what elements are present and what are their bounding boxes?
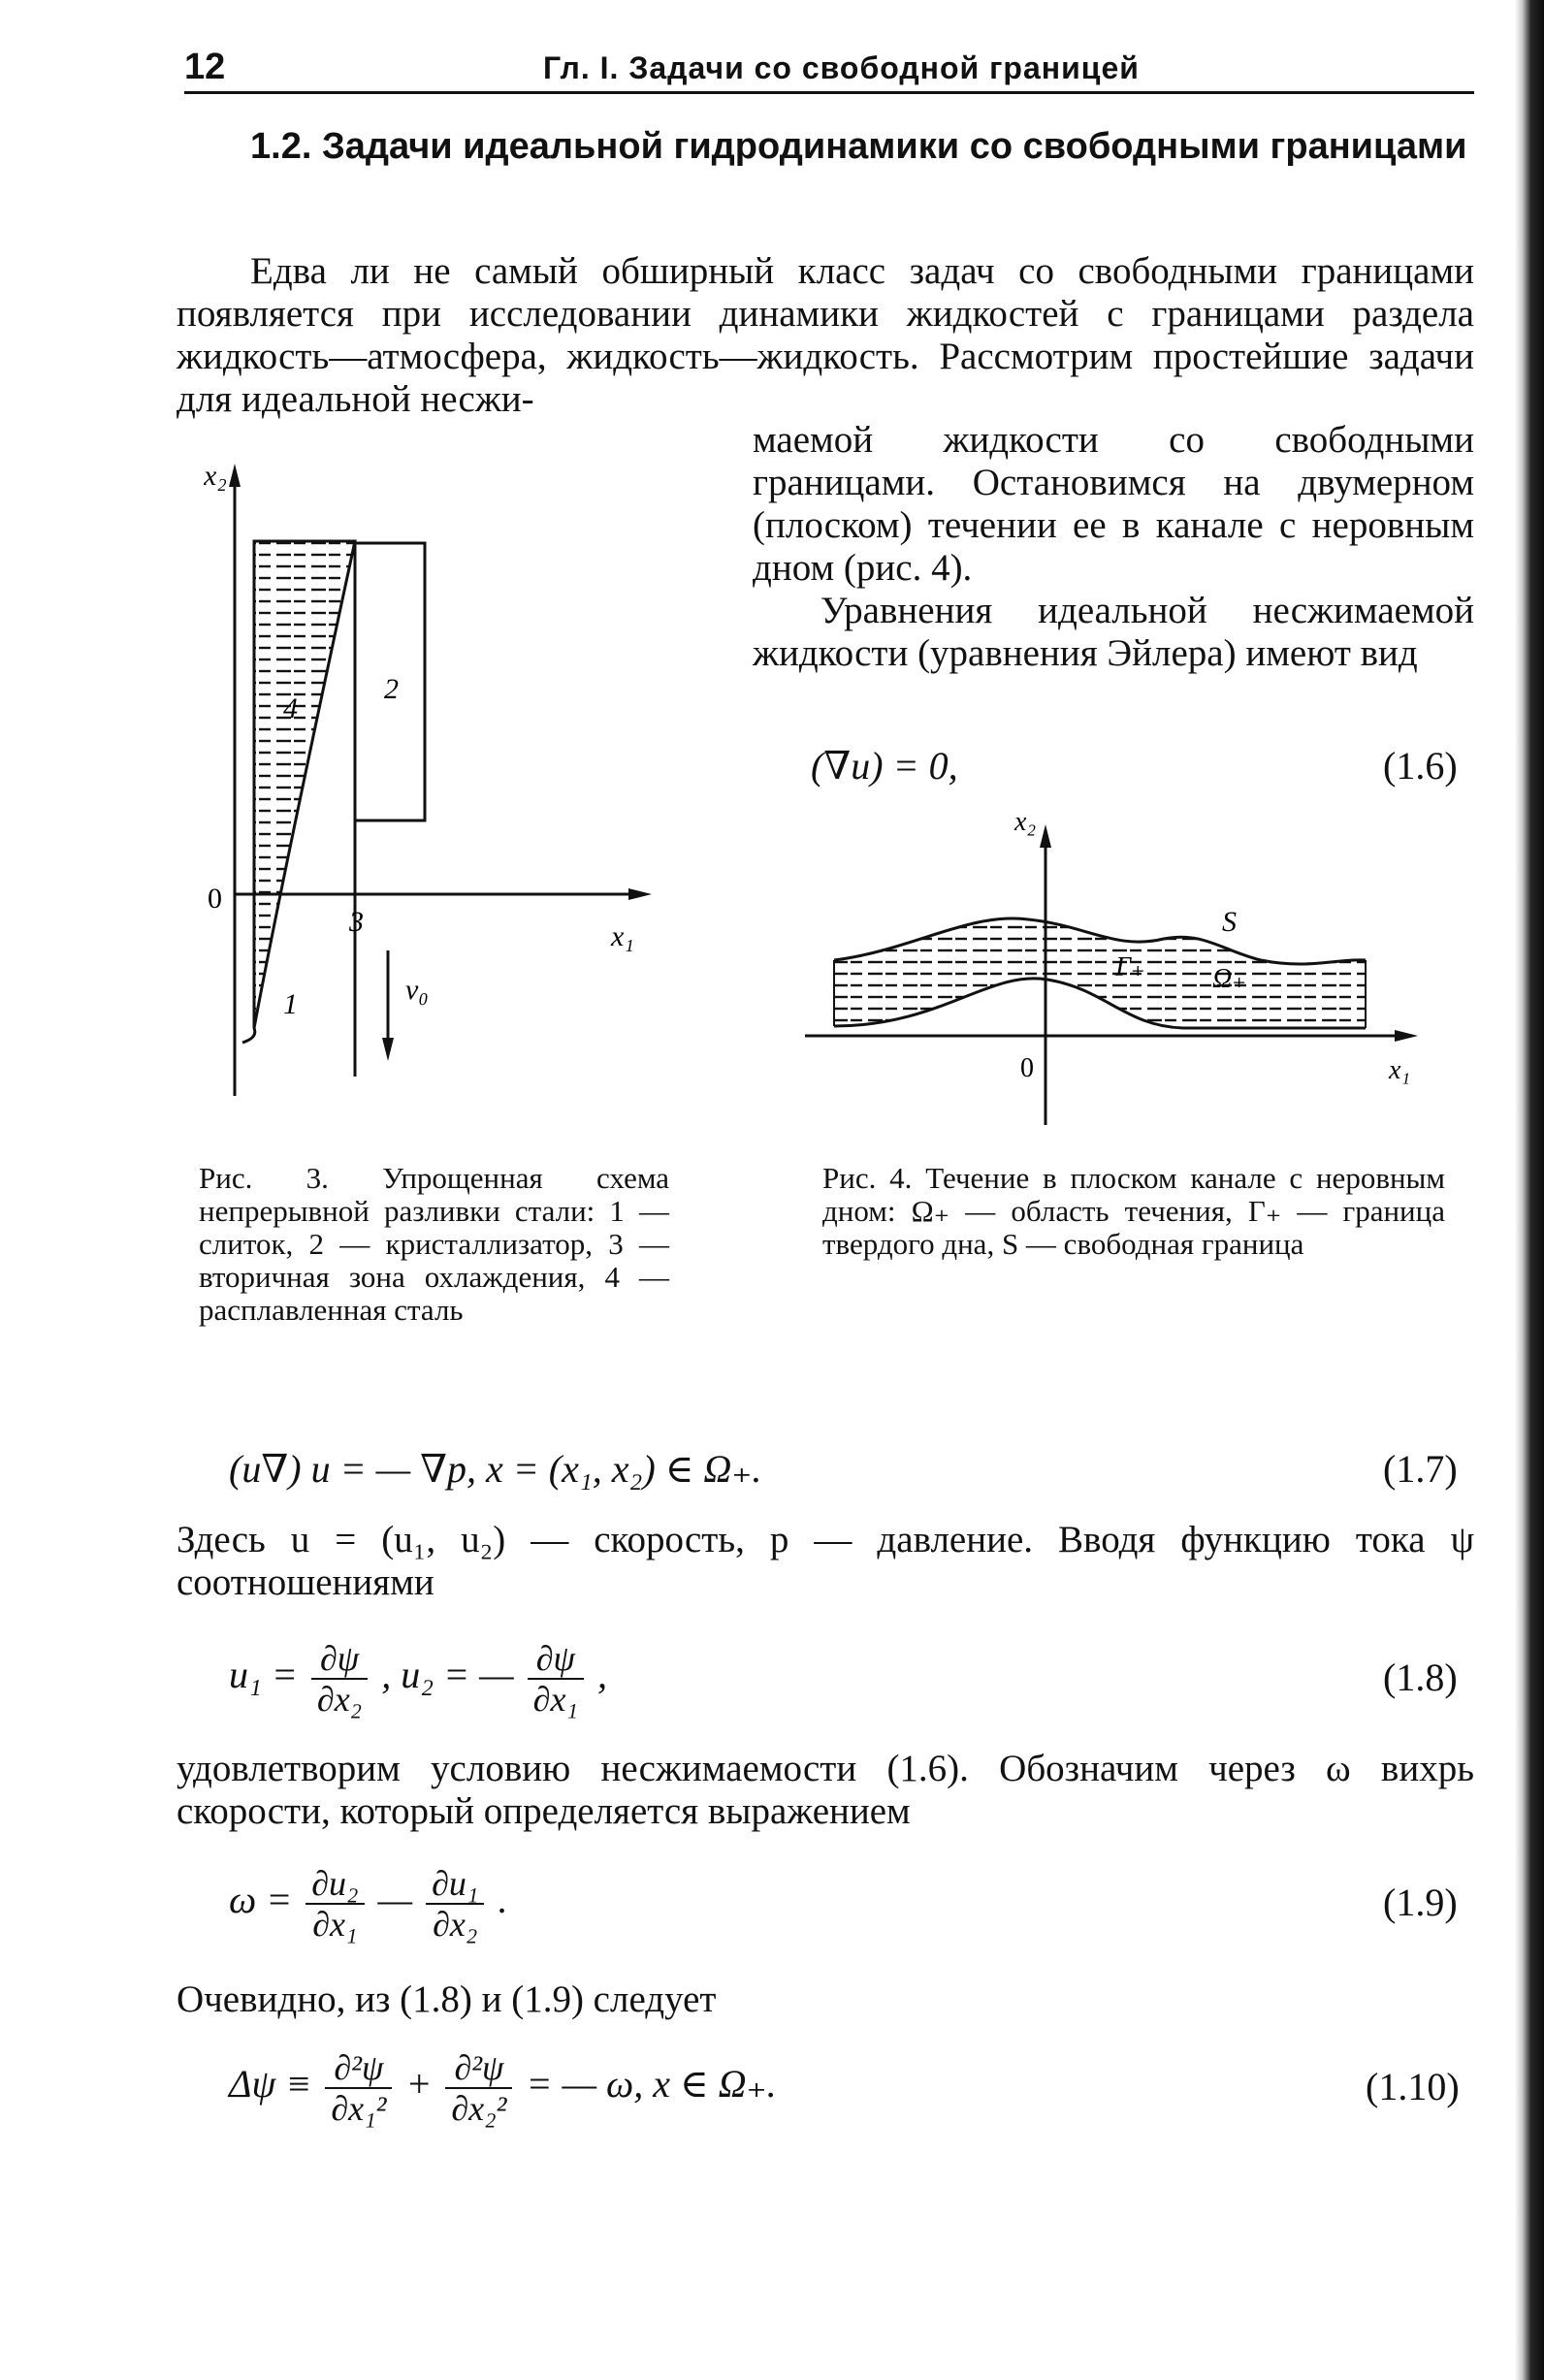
eq19-fraction-2 (426, 1864, 484, 1944)
equation-1-10 (229, 2048, 777, 2128)
equation-label-1-7: (1.7) (1383, 1447, 1458, 1491)
eq110-mid: + (405, 2062, 433, 2107)
eq18-mid: , u₂ = — (381, 1653, 514, 1697)
eq19-end: . (498, 1878, 508, 1922)
eq19-num2: ∂u₁ (426, 1864, 484, 1905)
paragraph-vorticity: удовлетворим условию несжимаемости (1.6). Обозначим через ω вихрь скорости, который определяется выражением (177, 1748, 1474, 1832)
fig4-x1-axis-arrow-icon (1395, 1030, 1418, 1042)
figure-3-caption: Рис. 3. Упрощенная схема непрерывной разливки стали: 1 — слиток, 2 — кристаллизатор, 3 — вторичная зона охлаждения, 4 — расплавленная сталь (199, 1161, 669, 1327)
eq110-fraction-2 (445, 2048, 512, 2128)
page-edge-shadow (1515, 0, 1544, 2380)
eq18-den2: ∂x₁ (532, 1680, 578, 1719)
fig3-label-4: 4 (283, 692, 298, 724)
fig3-label-origin: 0 (208, 883, 222, 915)
eq110-lhs: Δψ ≡ (229, 2062, 312, 2107)
velocity-arrow-icon (382, 1038, 394, 1061)
fig4-label-gamma: Γ₊ (1115, 952, 1145, 982)
fig3-label-x2: x₂ (204, 460, 227, 492)
fig3-label-velocity: v₀ (405, 974, 429, 1006)
equation-label-1-9: (1.9) (1383, 1881, 1458, 1924)
eq18-num1: ∂ψ (311, 1639, 368, 1680)
page-header (184, 47, 1474, 94)
eq110-num2: ∂²ψ (445, 2048, 512, 2089)
paragraph-euler: Уравнения идеальной несжимаемой жидкости (уравнения Эйлера) имеют вид (753, 590, 1474, 674)
section-title: 1.2. Задачи идеальной гидродинамики со свободными границами (250, 126, 1467, 167)
paragraph-stream-function: Здесь u = (u₁, u₂) — скорость, p — давление. Вводя функцию тока ψ соотношениями (177, 1519, 1474, 1603)
page-number: 12 (184, 47, 226, 87)
fig4-x2-axis-arrow-icon (1040, 824, 1051, 848)
fig3-label-3: 3 (349, 906, 364, 938)
equation-1-8 (229, 1639, 607, 1719)
equation-1-9 (229, 1864, 507, 1944)
fig4-label-S: S (1222, 906, 1237, 938)
eq19-lhs: ω = (229, 1878, 293, 1922)
ingot-outline (242, 541, 255, 1043)
eq19-fraction-1 (306, 1864, 364, 1944)
equation-label-1-10: (1.10) (1366, 2065, 1460, 2108)
eq18-fraction-2 (528, 1639, 584, 1719)
running-head: Гл. I. Задачи со свободной границей (543, 50, 1140, 85)
figure-4-channel-flow (795, 805, 1474, 1135)
paragraph-intro: Едва ли не самый обширный класс задач со свободными границами появляется при исследовании динамики жидкостей с границами раздела жидкость—атмосфера, жидкость—жидкость. Рассмотрим простейшие задачи для идеальной несжи- (177, 250, 1474, 420)
eq18-lhs1: u₁ = (229, 1653, 298, 1697)
eq19-num1: ∂u₂ (306, 1864, 364, 1905)
eq18-num2: ∂ψ (528, 1639, 584, 1680)
x1-axis-arrow-icon (628, 888, 652, 900)
eq18-den1: ∂x₂ (316, 1680, 363, 1719)
fig4-label-origin: 0 (1020, 1053, 1034, 1083)
eq19-mid: — (377, 1878, 413, 1922)
paragraph-conclusion: Очевидно, из (1.8) и (1.9) следует (177, 1978, 717, 2020)
equation-label-1-8: (1.8) (1383, 1656, 1458, 1699)
fig3-label-1: 1 (283, 988, 298, 1020)
paragraph-channel: маемой жидкости со свободными границами. Остановимся на двумерном (плоском) течении ее в канале с неровным дном (рис. 4). (753, 419, 1474, 589)
eq19-den1: ∂x₁ (312, 1905, 358, 1944)
fig3-label-2: 2 (384, 673, 399, 705)
fig4-label-omega: Ω₊ (1212, 964, 1247, 994)
eq18-end: , (596, 1653, 607, 1697)
fig4-label-x2: x₂ (1014, 807, 1037, 837)
equation-1-6: (∇u) = 0, (811, 744, 958, 788)
equation-label-1-6: (1.6) (1383, 744, 1458, 788)
equation-1-7: (u∇) u = — ∇p, x = (x₁, x₂) ∈ Ω₊. (229, 1447, 762, 1491)
fig3-label-x1: x₁ (611, 920, 634, 952)
eq110-den2: ∂x₂² (451, 2089, 507, 2128)
eq110-num1: ∂²ψ (325, 2048, 392, 2089)
figure-4-caption: Рис. 4. Течение в плоском канале с неровным дном: Ω₊ — область течения, Γ₊ — граница твердого дна, S — свободная граница (822, 1161, 1445, 1261)
fig4-label-x1: x₁ (1389, 1055, 1411, 1085)
figure-3-casting-scheme (204, 456, 669, 1135)
eq110-end: = — ω, x ∈ Ω₊. (526, 2062, 777, 2107)
molten-steel-region (254, 541, 355, 1028)
eq110-den1: ∂x₁² (331, 2089, 387, 2128)
eq110-fraction-1 (325, 2048, 392, 2128)
eq19-den2: ∂x₂ (433, 1905, 478, 1944)
eq18-fraction-1 (311, 1639, 368, 1719)
x2-axis-arrow-icon (229, 464, 241, 487)
